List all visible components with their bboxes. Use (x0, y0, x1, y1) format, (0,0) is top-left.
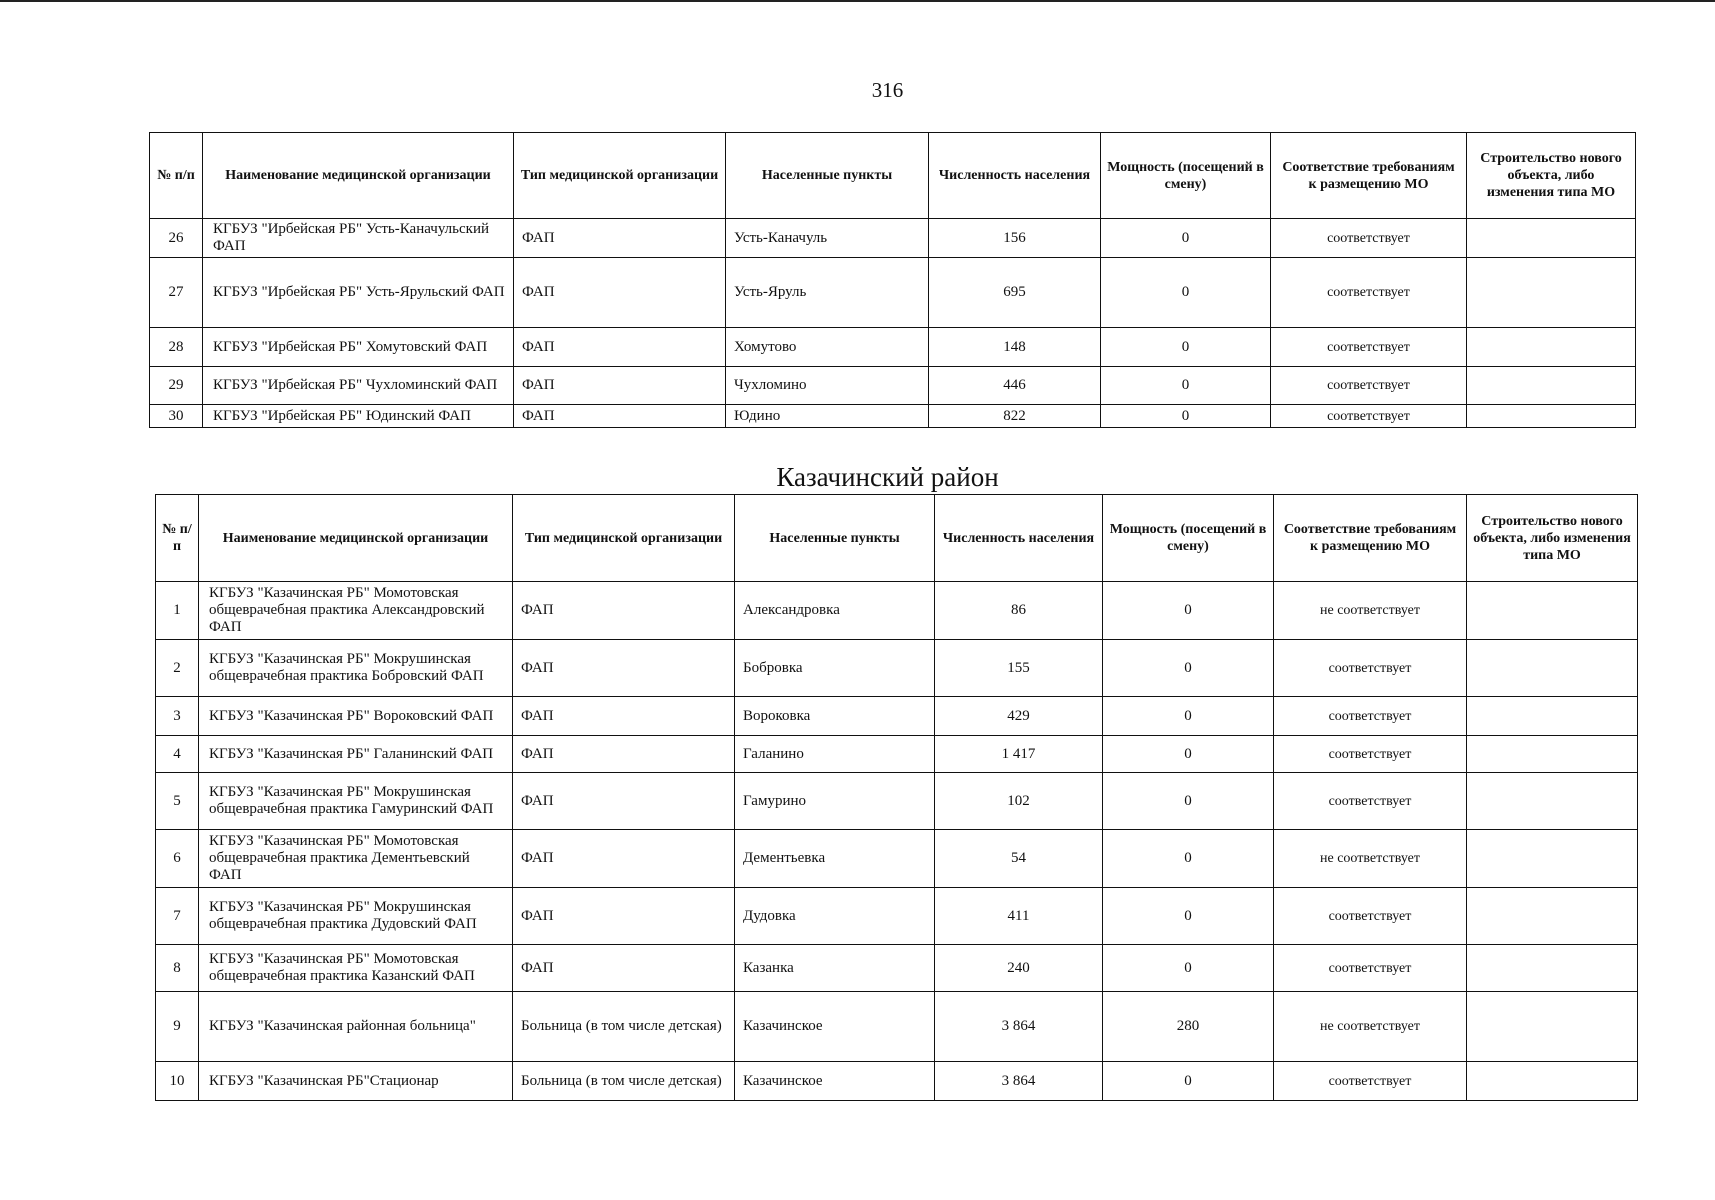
population-value: 695 (929, 258, 1101, 328)
settlement-name: Дементьевка (735, 830, 935, 888)
capacity-value: 0 (1101, 367, 1271, 405)
capacity-value: 0 (1103, 888, 1274, 945)
capacity-value: 0 (1103, 773, 1274, 830)
capacity-value: 0 (1103, 736, 1274, 773)
population-value: 822 (929, 405, 1101, 428)
construction-note (1467, 888, 1638, 945)
construction-note (1467, 219, 1636, 258)
organization-type: ФАП (513, 945, 735, 992)
table-row (156, 830, 1638, 888)
capacity-value: 0 (1101, 328, 1271, 367)
header-population: Численность населения (929, 133, 1101, 219)
header-settlements: Населенные пункты (726, 133, 929, 219)
compliance-status: соответствует (1271, 367, 1467, 405)
row-number: 4 (156, 736, 199, 773)
settlement-name: Галанино (735, 736, 935, 773)
construction-note (1467, 582, 1638, 640)
section-title: Казачинский район (776, 462, 999, 492)
row-number: 3 (156, 697, 199, 736)
capacity-value: 0 (1103, 830, 1274, 888)
header-num: № п/п (156, 495, 199, 582)
settlement-name: Дудовка (735, 888, 935, 945)
header-org: Наименование медицинской организации (203, 133, 514, 219)
header-num: № п/п (150, 133, 203, 219)
construction-note (1467, 830, 1638, 888)
table-row (156, 582, 1638, 640)
header-settlements: Населенные пункты (735, 495, 935, 582)
population-value: 446 (929, 367, 1101, 405)
table-row (156, 888, 1638, 945)
header-capacity: Мощность (посещений в смену) (1103, 495, 1274, 582)
row-number: 27 (150, 258, 203, 328)
header-compliance: Соответствие требованиям к размещению МО (1274, 495, 1467, 582)
organization-name: КГБУЗ "Казачинская районная больница" (199, 992, 513, 1062)
capacity-value: 0 (1101, 219, 1271, 258)
construction-note (1467, 736, 1638, 773)
facilities-table-kazachinsky (155, 494, 1638, 1101)
organization-name: КГБУЗ "Казачинская РБ" Мокрушинская общеврачебная практика Дудовский ФАП (199, 888, 513, 945)
header-construction: Строительство нового объекта, либо изменения типа МО (1467, 495, 1638, 582)
construction-note (1467, 367, 1636, 405)
capacity-value: 0 (1101, 258, 1271, 328)
settlement-name: Бобровка (735, 640, 935, 697)
population-value: 54 (935, 830, 1103, 888)
organization-type: ФАП (514, 219, 726, 258)
population-value: 148 (929, 328, 1101, 367)
organization-type: ФАП (514, 405, 726, 428)
table-row (156, 697, 1638, 736)
row-number: 30 (150, 405, 203, 428)
header-capacity: Мощность (посещений в смену) (1101, 133, 1271, 219)
settlement-name: Казачинское (735, 992, 935, 1062)
compliance-status: соответствует (1274, 736, 1467, 773)
organization-type: Больница (в том числе детская) (513, 1062, 735, 1101)
organization-name: КГБУЗ "Казачинская РБ" Мокрушинская общеврачебная практика Гамуринский ФАП (199, 773, 513, 830)
construction-note (1467, 405, 1636, 428)
organization-type: ФАП (513, 582, 735, 640)
facilities-table-irbeysky (149, 132, 1636, 428)
compliance-status: соответствует (1274, 697, 1467, 736)
organization-name: КГБУЗ "Ирбейская РБ" Усть-Каначульский ФАП (203, 219, 514, 258)
compliance-status: не соответствует (1274, 830, 1467, 888)
capacity-value: 0 (1103, 582, 1274, 640)
table-row (150, 328, 1636, 367)
row-number: 10 (156, 1062, 199, 1101)
header-org: Наименование медицинской организации (199, 495, 513, 582)
construction-note (1467, 640, 1638, 697)
compliance-status: соответствует (1271, 328, 1467, 367)
population-value: 155 (935, 640, 1103, 697)
construction-note (1467, 258, 1636, 328)
organization-type: ФАП (513, 640, 735, 697)
row-number: 7 (156, 888, 199, 945)
table-row (150, 219, 1636, 258)
population-value: 156 (929, 219, 1101, 258)
settlement-name: Хомутово (726, 328, 929, 367)
organization-name: КГБУЗ "Ирбейская РБ" Юдинский ФАП (203, 405, 514, 428)
table-row (156, 992, 1638, 1062)
construction-note (1467, 697, 1638, 736)
table-row (156, 1062, 1638, 1101)
construction-note (1467, 1062, 1638, 1101)
capacity-value: 0 (1103, 1062, 1274, 1101)
construction-note (1467, 945, 1638, 992)
capacity-value: 0 (1103, 945, 1274, 992)
compliance-status: не соответствует (1274, 992, 1467, 1062)
settlement-name: Юдино (726, 405, 929, 428)
organization-type: ФАП (513, 736, 735, 773)
capacity-value: 0 (1103, 697, 1274, 736)
row-number: 2 (156, 640, 199, 697)
header-population: Численность населения (935, 495, 1103, 582)
organization-name: КГБУЗ "Казачинская РБ" Мокрушинская общеврачебная практика Бобровский ФАП (199, 640, 513, 697)
settlement-name: Чухломино (726, 367, 929, 405)
row-number: 1 (156, 582, 199, 640)
construction-note (1467, 992, 1638, 1062)
compliance-status: соответствует (1271, 219, 1467, 258)
organization-name: КГБУЗ "Казачинская РБ" Момотовская общеврачебная практика Казанский ФАП (199, 945, 513, 992)
population-value: 102 (935, 773, 1103, 830)
table-row (156, 945, 1638, 992)
organization-name: КГБУЗ "Казачинская РБ"Стационар (199, 1062, 513, 1101)
scan-edge (0, 0, 1715, 2)
header-construction: Строительство нового объекта, либо изменения типа МО (1467, 133, 1636, 219)
population-value: 240 (935, 945, 1103, 992)
compliance-status: соответствует (1274, 773, 1467, 830)
row-number: 29 (150, 367, 203, 405)
row-number: 9 (156, 992, 199, 1062)
organization-name: КГБУЗ "Ирбейская РБ" Хомутовский ФАП (203, 328, 514, 367)
population-value: 3 864 (935, 1062, 1103, 1101)
organization-type: ФАП (513, 830, 735, 888)
header-type: Тип медицинской организации (513, 495, 735, 582)
compliance-status: соответствует (1274, 945, 1467, 992)
compliance-status: не соответствует (1274, 582, 1467, 640)
compliance-status: соответствует (1274, 888, 1467, 945)
organization-name: КГБУЗ "Казачинская РБ" Вороковский ФАП (199, 697, 513, 736)
row-number: 6 (156, 830, 199, 888)
table-row (156, 640, 1638, 697)
table-row (156, 736, 1638, 773)
header-compliance: Соответствие требованиям к размещению МО (1271, 133, 1467, 219)
compliance-status: соответствует (1271, 258, 1467, 328)
settlement-name: Гамурино (735, 773, 935, 830)
population-value: 3 864 (935, 992, 1103, 1062)
compliance-status: соответствует (1274, 1062, 1467, 1101)
capacity-value: 0 (1101, 405, 1271, 428)
population-value: 86 (935, 582, 1103, 640)
settlement-name: Усть-Каначуль (726, 219, 929, 258)
organization-name: КГБУЗ "Казачинская РБ" Момотовская общеврачебная практика Дементьевский ФАП (199, 830, 513, 888)
capacity-value: 0 (1103, 640, 1274, 697)
organization-type: ФАП (513, 773, 735, 830)
row-number: 5 (156, 773, 199, 830)
organization-name: КГБУЗ "Ирбейская РБ" Чухломинский ФАП (203, 367, 514, 405)
table-body (156, 582, 1638, 1101)
organization-type: ФАП (513, 697, 735, 736)
organization-type: ФАП (514, 258, 726, 328)
construction-note (1467, 773, 1638, 830)
capacity-value: 280 (1103, 992, 1274, 1062)
population-value: 1 417 (935, 736, 1103, 773)
organization-type: ФАП (513, 888, 735, 945)
table-row (150, 405, 1636, 428)
construction-note (1467, 328, 1636, 367)
organization-type: ФАП (514, 328, 726, 367)
settlement-name: Казачинское (735, 1062, 935, 1101)
page-number: 316 (871, 78, 904, 102)
row-number: 8 (156, 945, 199, 992)
settlement-name: Александровка (735, 582, 935, 640)
table-row (156, 773, 1638, 830)
settlement-name: Казанка (735, 945, 935, 992)
table-row (150, 258, 1636, 328)
population-value: 411 (935, 888, 1103, 945)
table-row (150, 367, 1636, 405)
settlement-name: Вороковка (735, 697, 935, 736)
organization-name: КГБУЗ "Казачинская РБ" Момотовская общеврачебная практика Александровский ФАП (199, 582, 513, 640)
organization-type: ФАП (514, 367, 726, 405)
row-number: 26 (150, 219, 203, 258)
organization-name: КГБУЗ "Казачинская РБ" Галанинский ФАП (199, 736, 513, 773)
row-number: 28 (150, 328, 203, 367)
population-value: 429 (935, 697, 1103, 736)
table-body (150, 219, 1636, 428)
header-type: Тип медицинской организации (514, 133, 726, 219)
settlement-name: Усть-Яруль (726, 258, 929, 328)
compliance-status: соответствует (1274, 640, 1467, 697)
organization-name: КГБУЗ "Ирбейская РБ" Усть-Ярульский ФАП (203, 258, 514, 328)
compliance-status: соответствует (1271, 405, 1467, 428)
organization-type: Больница (в том числе детская) (513, 992, 735, 1062)
